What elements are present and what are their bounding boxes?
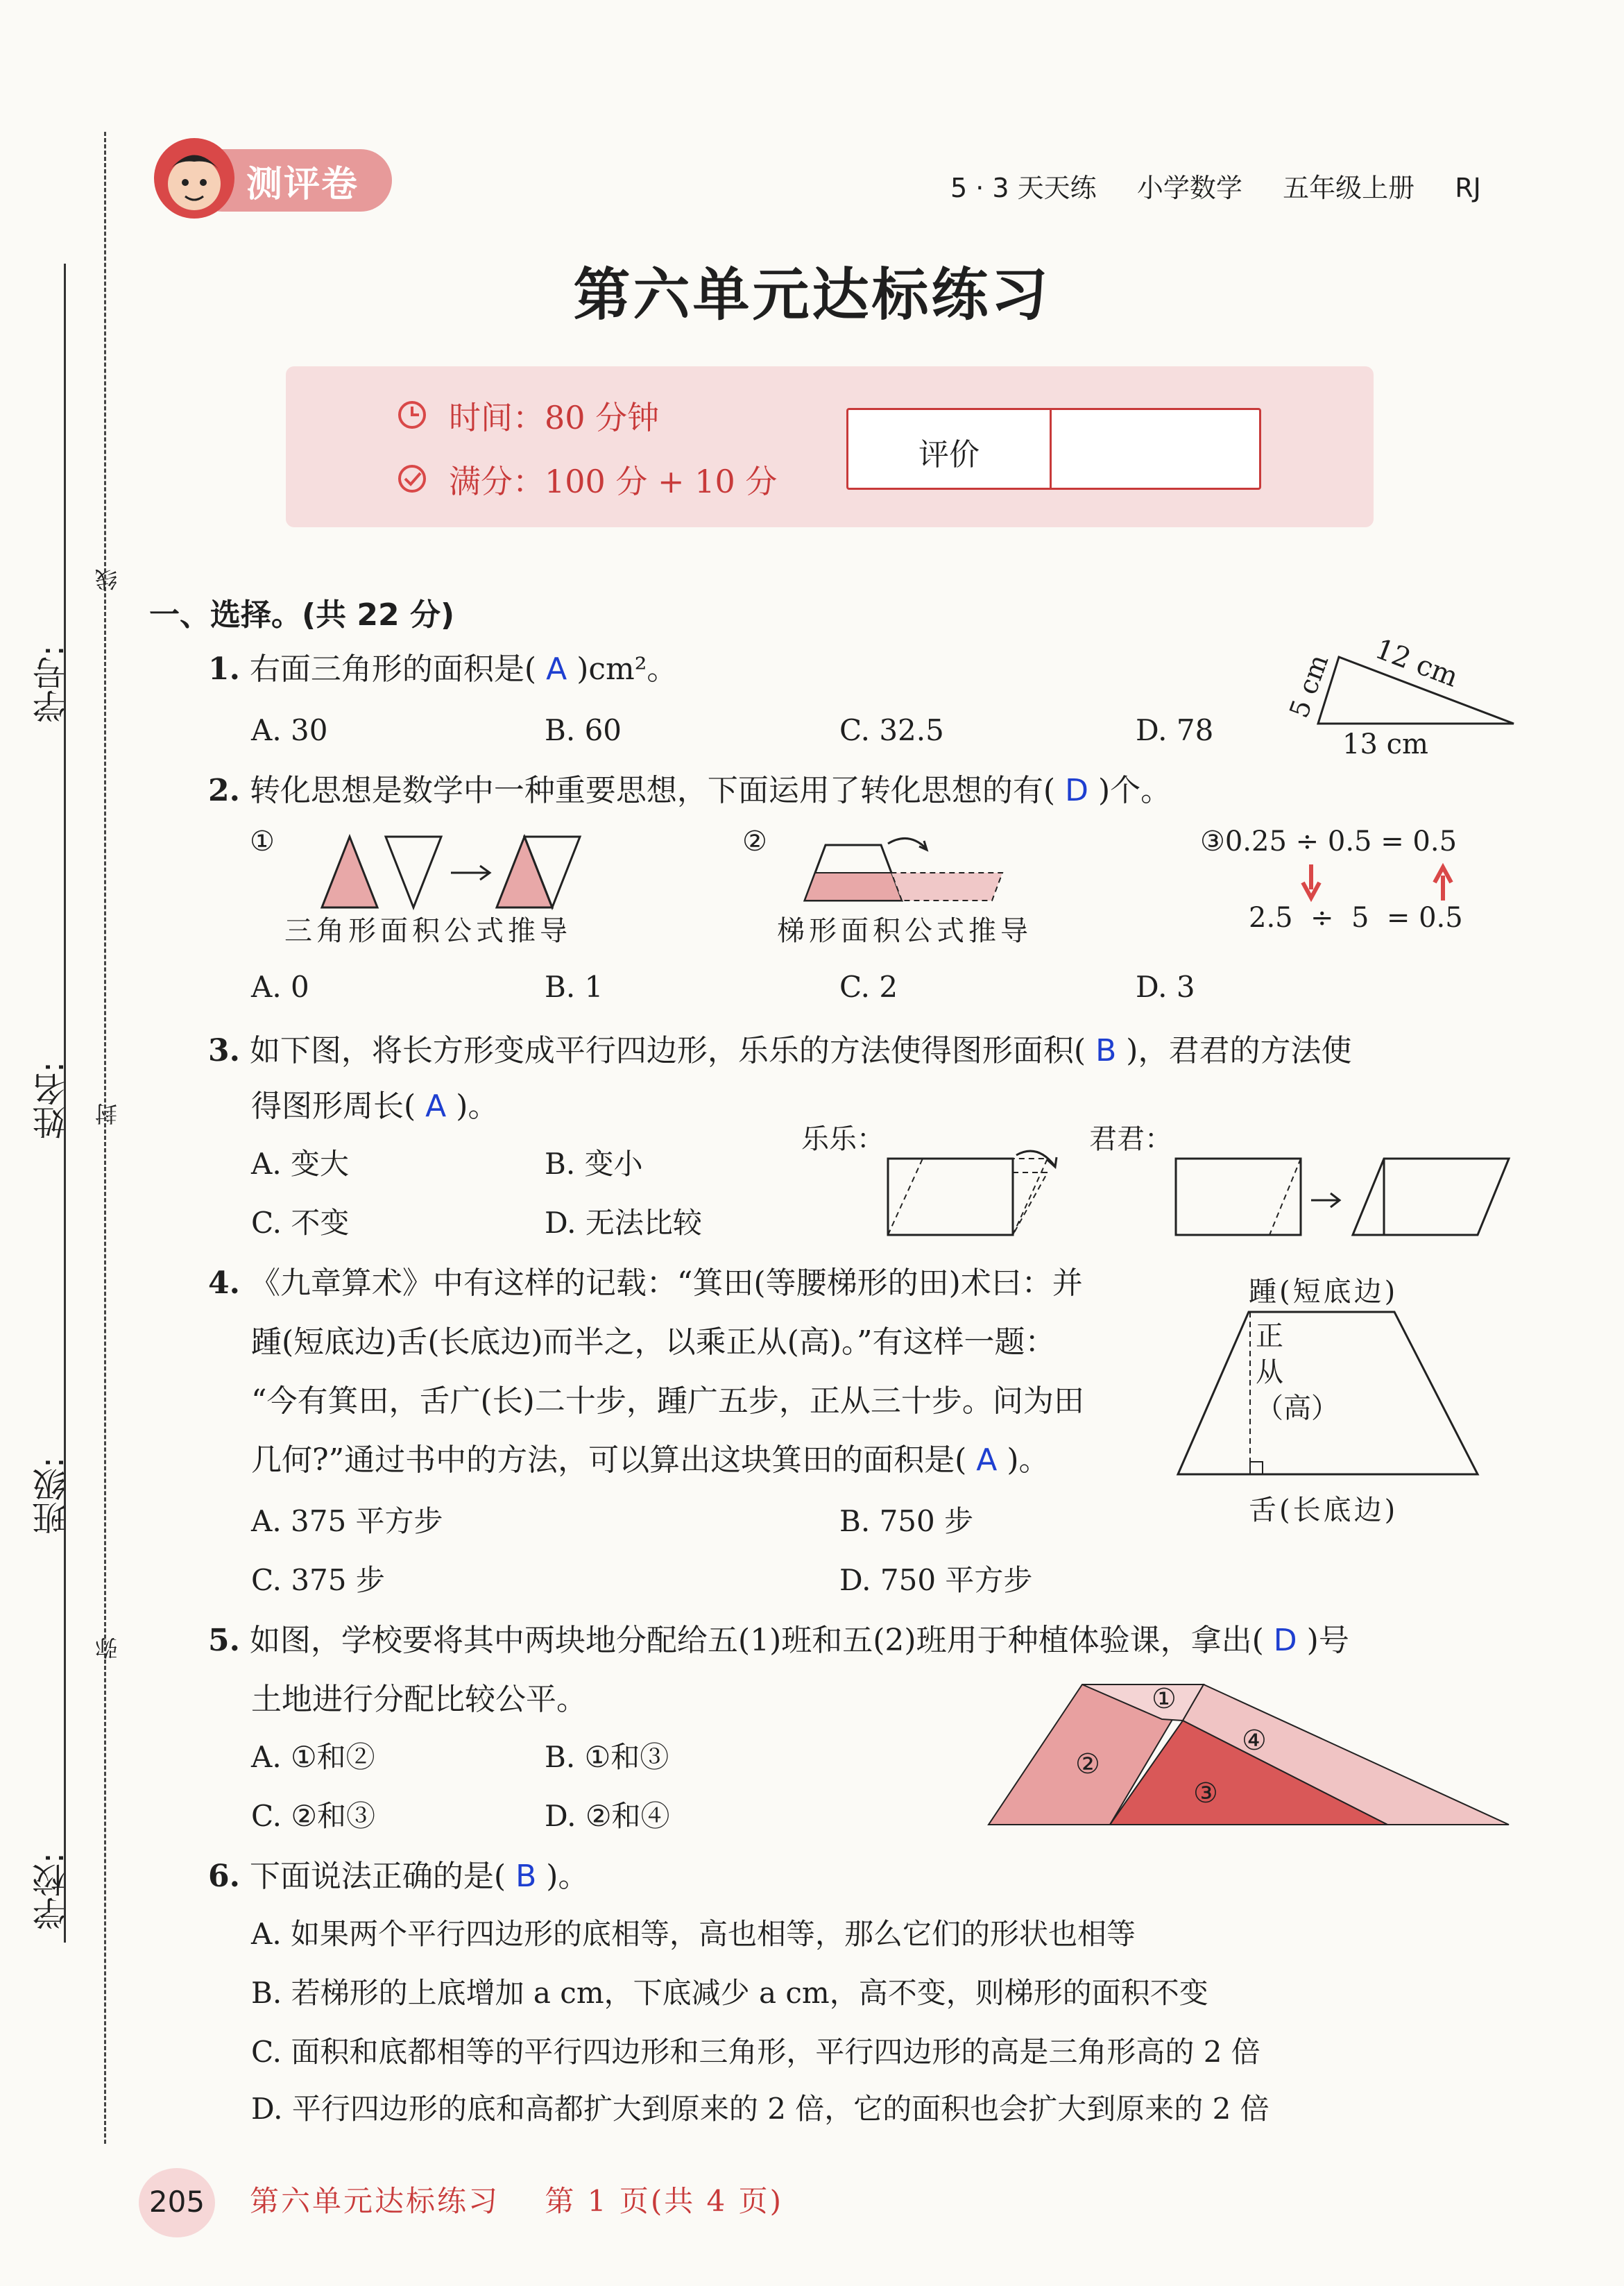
binding-mark-feng: 封 xyxy=(94,1103,121,1125)
q4-option-a: A. 375 平方步 xyxy=(251,1504,443,1538)
question-5 xyxy=(208,1620,1349,1662)
plot-label-2: ② xyxy=(1075,1748,1100,1780)
q4-option-c: C. 375 步 xyxy=(251,1563,385,1597)
q5-option-a: A. ①和② xyxy=(251,1740,375,1774)
equation-line-2: 2.5 ÷ 5 = 0.5 xyxy=(1249,902,1463,934)
answer-1: B xyxy=(1095,1033,1117,1068)
question-text: )。 xyxy=(456,1089,499,1124)
page-number-badge xyxy=(139,2168,215,2237)
clock-icon xyxy=(397,400,427,430)
q5-option-c: C. ②和③ xyxy=(251,1799,375,1833)
edition-name: RJ xyxy=(1455,173,1481,203)
binding-mark-mi: 弥 xyxy=(94,1637,121,1660)
figure-caption: 三角形面积公式推导 xyxy=(284,915,572,947)
evaluation-box xyxy=(846,408,1261,490)
student-name-label: 姓名: xyxy=(33,1061,71,1140)
q6-option-c: C. 面积和底都相等的平行四边形和三角形，平行四边形的高是三角形高的 2 倍 xyxy=(251,2035,1260,2069)
answer: D xyxy=(1065,773,1088,808)
side-b-label: 12 cm xyxy=(1370,633,1463,694)
junjun-label: 君君： xyxy=(1089,1123,1172,1155)
header-info xyxy=(950,167,1481,205)
q1-triangle-figure xyxy=(1256,628,1519,767)
q3-option-b: B. 变小 xyxy=(545,1147,643,1181)
binding-dashed-line xyxy=(104,132,106,2144)
school-label: 学校: xyxy=(33,1852,71,1931)
q3-option-c: C. 不变 xyxy=(251,1206,350,1240)
question-text: )号 xyxy=(1306,1623,1349,1658)
answer: A xyxy=(976,1442,998,1478)
q6-option-b: B. 若梯形的上底增加 a cm，下底减少 a cm，高不变，则梯形的面积不变 xyxy=(251,1976,1208,2010)
class-label: 班级: xyxy=(33,1457,71,1535)
question-text: 右面三角形的面积是( xyxy=(249,651,537,687)
q3-figures xyxy=(881,1145,1519,1242)
q2-option-a: A. 0 xyxy=(251,970,309,1004)
grade-name: 五年级上册 xyxy=(1283,173,1415,203)
question-number: 6. xyxy=(208,1859,240,1894)
page-number: 205 xyxy=(148,2185,205,2219)
question-text: )。 xyxy=(1007,1442,1050,1478)
plot-label-3: ③ xyxy=(1193,1777,1218,1809)
lele-label: 乐乐： xyxy=(801,1123,884,1155)
question-6 xyxy=(208,1856,588,1897)
series-name: 5 · 3 天天练 xyxy=(950,173,1097,203)
q1-option-d: D. 78 xyxy=(1136,713,1214,747)
binding-mark-xian: 线 xyxy=(94,569,121,591)
q5-option-b: B. ①和③ xyxy=(545,1740,669,1774)
q3-option-a: A. 变大 xyxy=(251,1147,350,1181)
q2-figure-3 xyxy=(1200,826,1491,957)
q5-land-figure xyxy=(985,1679,1519,1832)
question-text: )个。 xyxy=(1098,773,1172,808)
question-number: 2. xyxy=(208,773,240,808)
side-a-label: 5 cm xyxy=(1283,650,1335,722)
bottom-base-label: 舌(长底边) xyxy=(1249,1494,1399,1526)
q6-option-d: D. 平行四边形的底和高都扩大到原来的 2 倍，它的面积也会扩大到原来的 2 倍 xyxy=(251,2092,1270,2126)
figure-number: ① xyxy=(250,826,275,858)
q4-trapezoid-figure xyxy=(1172,1270,1491,1533)
evaluation-label: 评价 xyxy=(918,437,980,472)
q6-option-a: A. 如果两个平行四边形的底相等，高也相等，那么它们的形状也相等 xyxy=(251,1917,1136,1951)
question-number: 4. xyxy=(208,1265,240,1301)
q2-option-d: D. 3 xyxy=(1136,970,1195,1004)
q3-option-d: D. 无法比较 xyxy=(545,1206,702,1240)
question-2 xyxy=(208,770,1171,812)
q1-option-a: A. 30 xyxy=(251,713,328,747)
q2-figure-2 xyxy=(742,826,1103,964)
q4-option-d: D. 750 平方步 xyxy=(839,1563,1033,1597)
page-title: 第六单元达标练习 xyxy=(573,262,1051,328)
question-number: 3. xyxy=(208,1033,240,1068)
answer: B xyxy=(515,1859,537,1894)
question-text: 几何?”通过书中的方法，可以算出这块箕田的面积是( xyxy=(251,1442,967,1478)
check-icon xyxy=(397,463,427,494)
question-text: 如图，学校要将其中两块地分配给五(1)班和五(2)班用于种植体验课，拿出( xyxy=(249,1623,1264,1658)
evaluation-field[interactable] xyxy=(1052,410,1259,488)
score-text: 满分：100 分 + 10 分 xyxy=(449,463,778,500)
question-1 xyxy=(208,649,677,690)
badge-text: 测评卷 xyxy=(246,164,359,205)
q1-option-c: C. 32.5 xyxy=(839,713,944,747)
subject-name: 小学数学 xyxy=(1136,173,1242,203)
question-text: 《九章算术》中有这样的记载：“箕田(等腰梯形的田)术曰：并 xyxy=(249,1265,1083,1301)
question-text: 如下图，将长方形变成平行四边形，乐乐的方法使得图形面积( xyxy=(249,1033,1086,1068)
question-text: 转化思想是数学中一种重要思想，下面运用了转化思想的有( xyxy=(249,773,1056,808)
question-4-line-3: “今有箕田，舌广(长)二十步，踵广五步，正从三十步。问为田 xyxy=(251,1383,1084,1419)
question-text: 下面说法正确的是( xyxy=(249,1859,506,1894)
q1-option-b: B. 60 xyxy=(545,713,622,747)
plot-label-1: ① xyxy=(1152,1683,1177,1715)
arrow-icons xyxy=(1297,862,1505,903)
figure-caption: 梯形面积公式推导 xyxy=(777,915,1032,947)
section-title: 一、选择。(共 22 分) xyxy=(149,597,455,633)
answer: D xyxy=(1273,1623,1297,1658)
plot-label-4: ④ xyxy=(1242,1725,1267,1757)
question-text: )cm²。 xyxy=(576,651,678,687)
q2-option-c: C. 2 xyxy=(839,970,898,1004)
info-panel xyxy=(286,366,1374,527)
figure-number: ② xyxy=(742,826,767,858)
time-text: 时间：80 分钟 xyxy=(449,399,660,436)
question-3 xyxy=(208,1030,1351,1072)
equation-line-1: ③0.25 ÷ 0.5 = 0.5 xyxy=(1200,826,1458,858)
answer: A xyxy=(546,651,567,687)
question-text: )，君君的方法使 xyxy=(1126,1033,1352,1068)
question-number: 5. xyxy=(208,1623,240,1658)
question-number: 1. xyxy=(208,651,240,687)
question-4 xyxy=(208,1263,1083,1304)
question-3-line-2 xyxy=(251,1086,498,1127)
footer-text: 第六单元达标练习 第 1 页(共 4 页) xyxy=(250,2184,784,2218)
q2-option-b: B. 1 xyxy=(545,970,604,1004)
question-5-line-2: 土地进行分配比较公平。 xyxy=(251,1682,587,1717)
q2-figure-1 xyxy=(250,826,610,964)
height-label: 正从（高） xyxy=(1256,1320,1339,1424)
q4-option-b: B. 750 步 xyxy=(839,1504,974,1538)
q5-option-d: D. ②和④ xyxy=(545,1799,670,1833)
question-4-line-2: 踵(短底边)舌(长底边)而半之，以乘正从(高)。”有这样一题： xyxy=(251,1324,1056,1360)
top-base-label: 踵(短底边) xyxy=(1249,1276,1399,1308)
answer-2: A xyxy=(425,1089,447,1124)
question-text: )。 xyxy=(546,1859,589,1894)
student-number-label: 学号: xyxy=(33,645,71,724)
question-4-line-4 xyxy=(251,1440,1050,1481)
header-badge xyxy=(149,135,399,219)
side-c-label: 13 cm xyxy=(1342,728,1428,760)
question-text: 得图形周长( xyxy=(251,1089,416,1124)
